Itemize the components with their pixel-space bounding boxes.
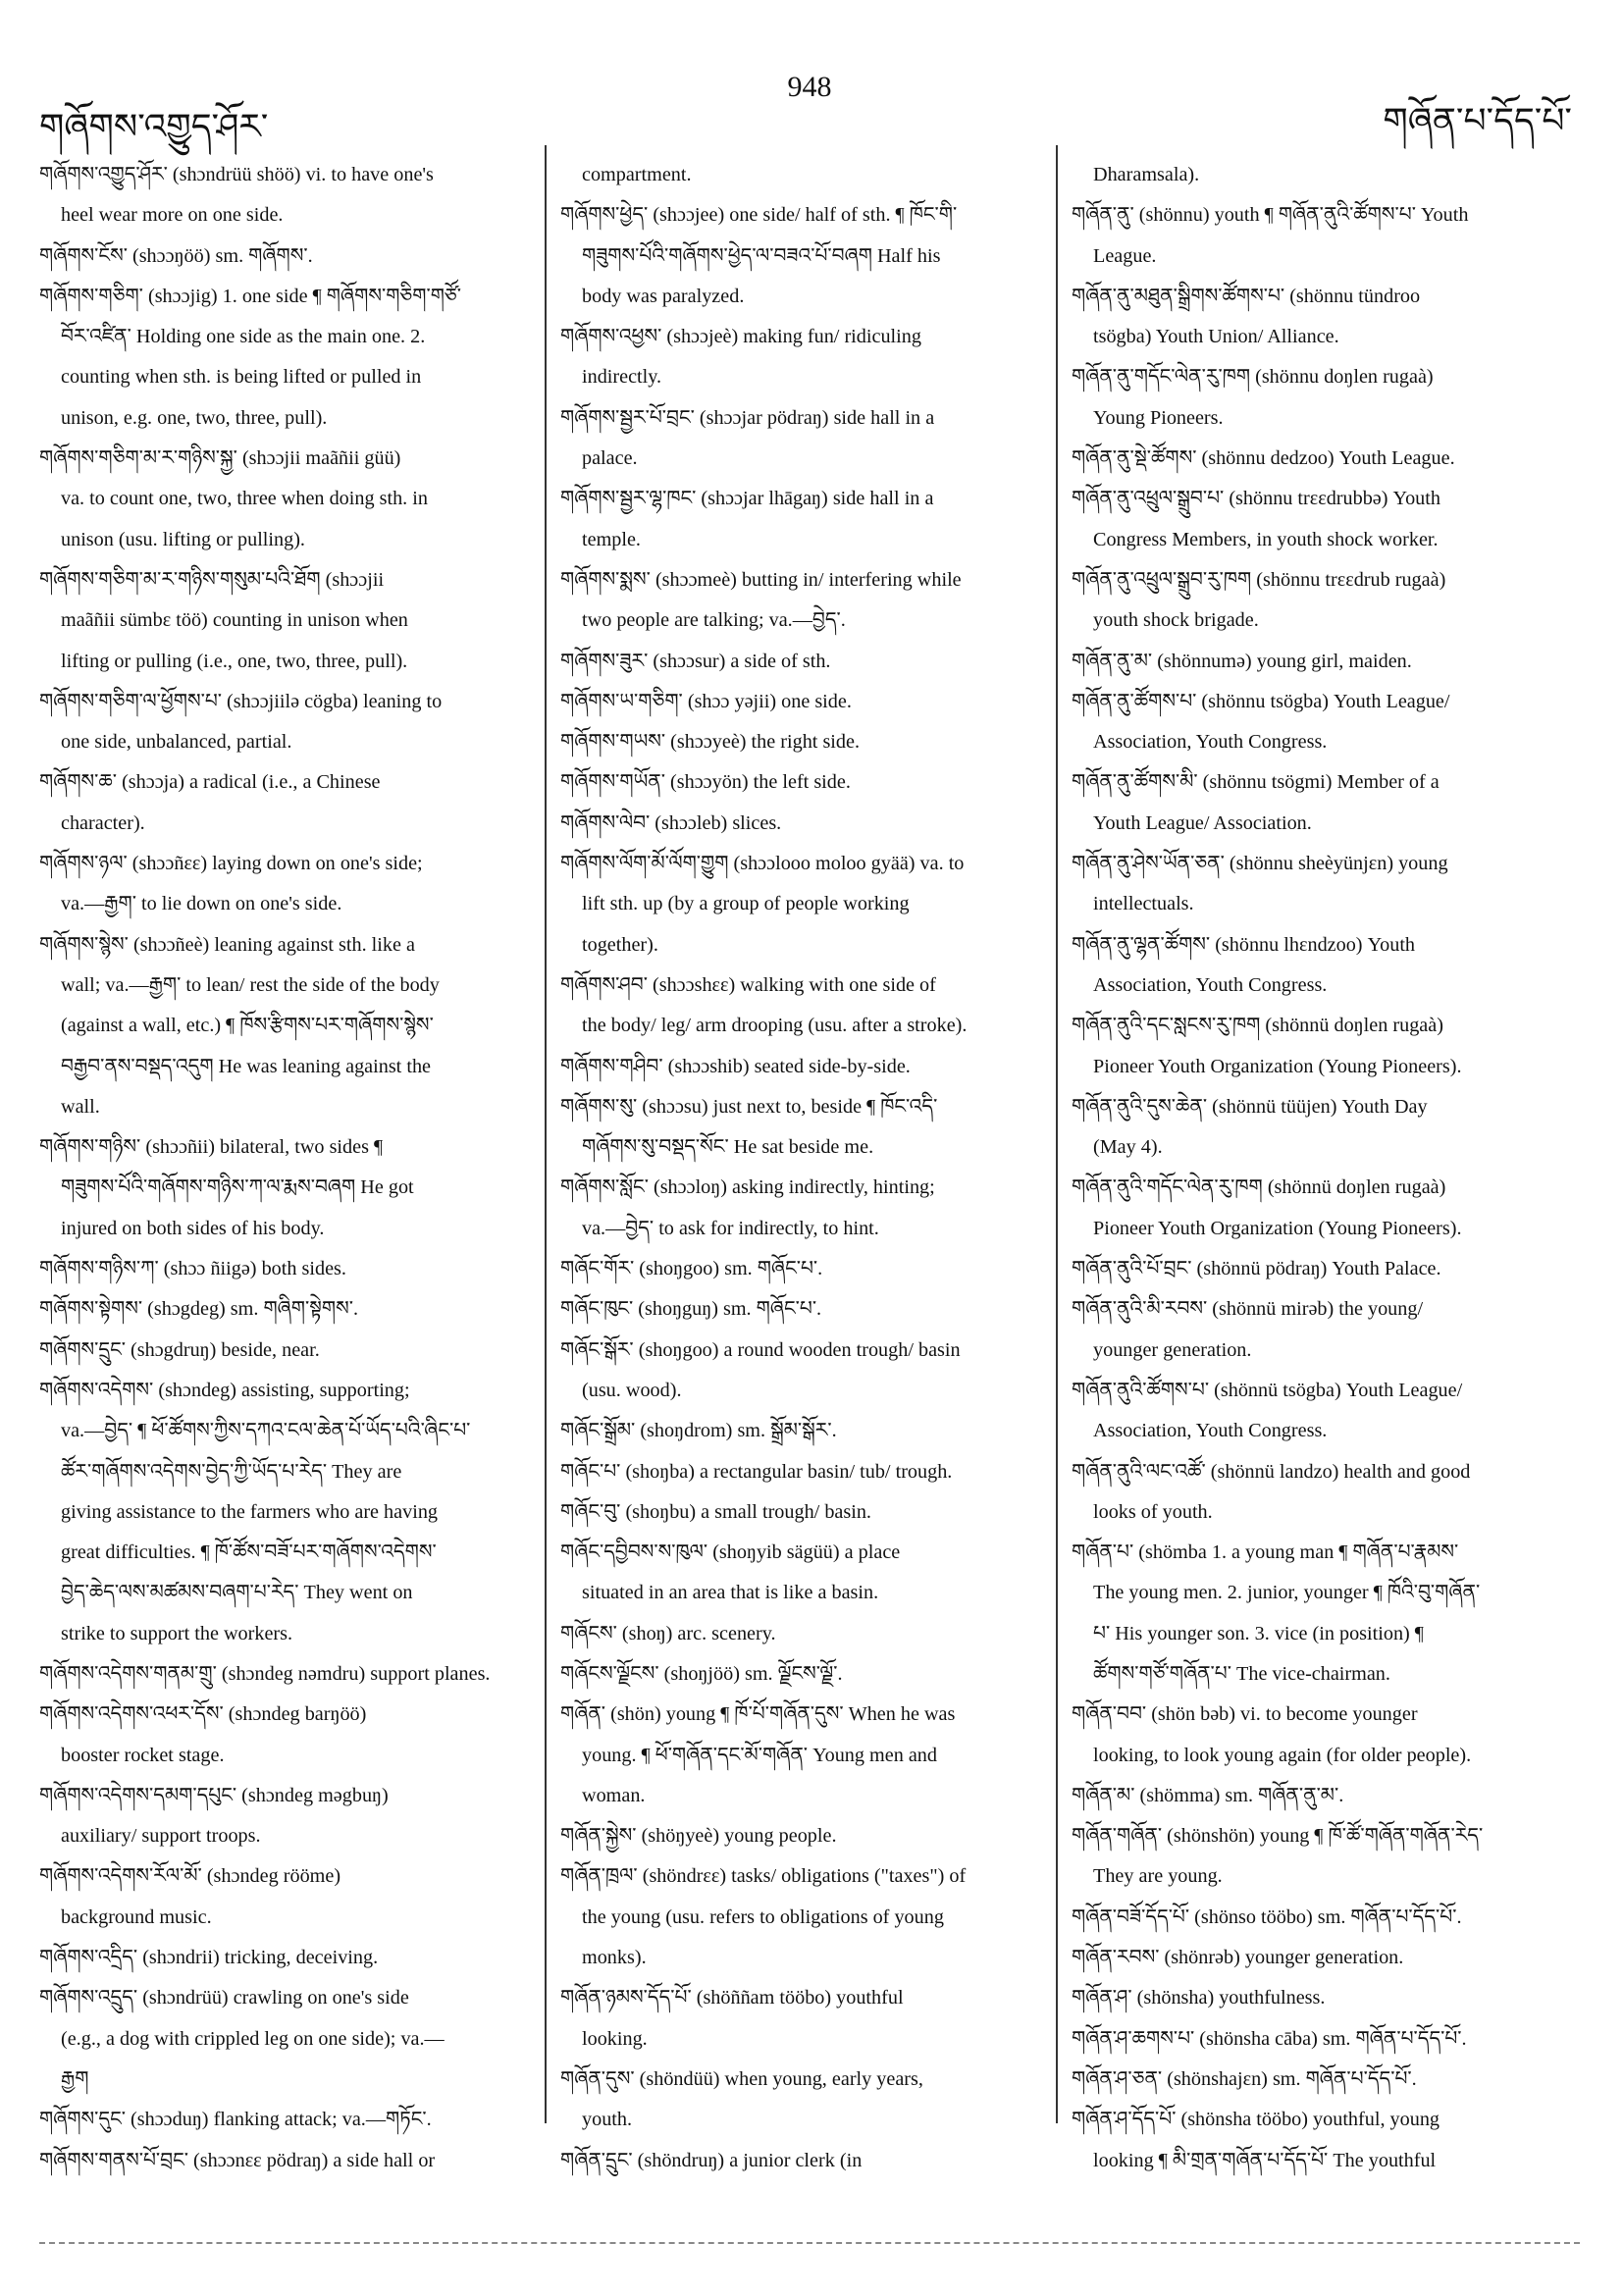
entry-headword-line: གཞོགས་འདྲུད་ (shɔndrüü) crawling on one's side <box>39 1987 409 2009</box>
entry-headword-line: གཞོགས་སྟེགས་ (shɔgdeg) sm. གཞིག་སྟེགས་. <box>39 1298 358 1321</box>
entry-headword-line: གཞོན་བབ་ (shön bəb) vi. to become younger <box>1072 1703 1418 1726</box>
entry-continuation-line: va.—བྱེད་ to ask for indirectly, to hint. <box>582 1217 879 1239</box>
entry-headword-line: གཞོན་ནུ་འཕྲུལ་སྒྲུབ་རུ་ཁག (shönnu trɛɛdrub rugaà) <box>1072 568 1446 591</box>
entry-headword-line: གཞོན་མ་ (shömma) sm. གཞོན་ནུ་མ་. <box>1072 1784 1344 1806</box>
entry-continuation-line: younger generation. <box>1093 1338 1252 1361</box>
entry-headword-line: གཞོན་ནུའི་དུས་ཆེན་ (shönnü tüüjen) Youth Day <box>1072 1095 1428 1118</box>
entry-headword-line: གཞོན་ནུ་མཐུན་སྒྲིགས་ཚོགས་པ་ (shönnu tündroo <box>1072 285 1421 307</box>
entry-continuation-line: Youth League/ Association. <box>1093 811 1312 834</box>
entry-headword-line: གཞོགས་ངོས་ (shɔɔŋöö) sm. གཞོགས་. <box>39 244 313 267</box>
entry-continuation-line: They are young. <box>1093 1865 1223 1888</box>
entry-continuation-line: རྒྱག <box>61 2067 89 2090</box>
entry-continuation-line: va.—བྱེད་ ¶ ཕོ་ཚོགས་ཀྱིས་དཀའ་ངལ་ཆེན་པོ་ཡོད་པའི་ཞིང་པ་ <box>61 1420 471 1442</box>
entry-headword-line: གཞོན་ནུའི་ཚོགས་པ་ (shönnü tsögba) Youth League/ <box>1072 1379 1463 1401</box>
entry-headword-line: གཞོགས་གཅིག་མ་ར་གཉིས་སྐྱ་ (shɔɔjii maãñii güü) <box>39 447 401 470</box>
entry-headword-line: གཞོགས་གཉིས་ཀ་ (shɔɔ ñiigə) both sides. <box>39 1258 346 1280</box>
entry-headword-line: གཞོགས་ཆ་ (shɔɔja) a radical (i.e., a Chinese <box>39 771 381 794</box>
entry-headword-line: གཞོན་ནུ་ལྷན་ཚོགས་ (shönnu lhɛndzoo) Youth <box>1072 933 1416 956</box>
entry-headword-line: གཞོན་ནུ་འཕྲུལ་སྒྲུབ་པ་ (shönnu trɛɛdrubbə) Youth <box>1072 488 1440 510</box>
entry-headword-line: གཞོན་ཤ་ཅན་ (shönshajɛn) sm. གཞོན་པ་དོད་པོ་. <box>1072 2067 1417 2090</box>
entry-continuation-line: young. ¶ ཕོ་གཞོན་དང་མོ་གཞོན་ Young men and <box>582 1744 937 1766</box>
entry-headword-line: གཞོགས་སུ་ (shɔɔsu) just next to, beside ¶ ཁོང་འདི་ <box>560 1095 938 1118</box>
entry-continuation-line: Dharamsala). <box>1093 164 1200 185</box>
entry-continuation-line: character). <box>61 811 145 834</box>
bottom-rule <box>39 2242 1580 2244</box>
entry-continuation-line: པ་ His younger son. 3. vice (in position) ¶ <box>1093 1622 1424 1644</box>
entry-continuation-line: wall. <box>61 1095 100 1118</box>
entry-headword-line: གཞོན་ཤ་ཆགས་པ་ (shönsha cāba) sm. གཞོན་པ་དོད་པོ་. <box>1072 2027 1467 2050</box>
entry-headword-line: གཞོན་དུས་ (shöndüü) when young, early years, <box>560 2067 923 2090</box>
entry-continuation-line: booster rocket stage. <box>61 1744 225 1766</box>
entry-continuation-line: (e.g., a dog with crippled leg on one side); va.— <box>61 2027 445 2050</box>
entry-continuation-line: The young men. 2. junior, younger ¶ ཁོའི་བུ་གཞོན་ <box>1093 1582 1481 1604</box>
entry-headword-line: གཞོན་ནུའི་དང་སླངས་རུ་ཁག (shönnü doŋlen rugaà) <box>1072 1015 1443 1037</box>
entry-continuation-line: Association, Youth Congress. <box>1093 731 1328 754</box>
entry-continuation-line: བརྒྱབ་ནས་བསྡད་འདུག He was leaning against the <box>61 1055 431 1077</box>
entry-headword-line: གཞོགས་སྦྱར་ལྷ་ཁང་ (shɔɔjar lhāgaŋ) side hall in a <box>560 488 934 510</box>
entry-continuation-line: the body/ leg/ arm drooping (usu. after a stroke). <box>582 1015 968 1037</box>
entry-headword-line: གཞོན་ནུ་ཚོགས་མི་ (shönnu tsögmi) Member of a <box>1072 771 1440 794</box>
entry-headword-line: གཞོགས་གཉིས་ (shɔɔñii) bilateral, two sides ¶ <box>39 1136 384 1159</box>
entry-headword-line: གཞོང་བུ་ (shoŋbu) a small trough/ basin. <box>560 1500 871 1523</box>
entry-headword-line: གཞོགས་སྙེས་ (shɔɔñeè) leaning against sth. like a <box>39 933 415 956</box>
entry-headword-line: གཞོགས་གཡས་ (shɔɔyeè) the right side. <box>560 731 861 754</box>
entry-continuation-line: situated in an area that is like a basin. <box>582 1582 879 1604</box>
entry-continuation-line: youth shock brigade. <box>1093 609 1259 632</box>
entry-continuation-line: League. <box>1093 244 1157 267</box>
entry-headword-line: གཞོགས་འདེགས་འཕར་དོས་ (shɔndeg barŋöö) <box>39 1703 367 1726</box>
entry-headword-line: གཞོགས་ཟུར་ (shɔɔsur) a side of sth. <box>560 650 831 672</box>
entry-continuation-line: giving assistance to the farmers who are having <box>61 1500 439 1523</box>
entry-headword-line: གཞོན་དྲུང་ (shöndruŋ) a junior clerk (in <box>560 2149 863 2171</box>
entry-continuation-line: unison, e.g. one, two, three, pull). <box>61 406 328 429</box>
entry-headword-line: གཞོགས་དྲུང་ (shɔgdruŋ) beside, near. <box>39 1338 320 1361</box>
entry-continuation-line: indirectly. <box>582 366 662 389</box>
entry-headword-line: གཞོན་ཤ་ (shönsha) youthfulness. <box>1072 1987 1326 2009</box>
entry-headword-line: གཞོགས་སྨས་ (shɔɔmeè) butting in/ interfering while <box>560 568 962 591</box>
entry-continuation-line: monks). <box>582 1947 647 1969</box>
entry-continuation-line: body was paralyzed. <box>582 285 745 307</box>
entry-headword-line: གཞོན་གཞོན་ (shönshön) young ¶ ཁོ་ཚོ་གཞོན་གཞོན་རེད་ <box>1072 1825 1484 1848</box>
entry-continuation-line: Congress Members, in youth shock worker. <box>1093 528 1439 550</box>
entry-headword-line: གཞོན་ནུ་མ་ (shönnumə) young girl, maiden. <box>1072 650 1412 672</box>
entry-headword-line: གཞོན་པ་ (shömba 1. a young man ¶ གཞོན་པ་རྣམས་ <box>1072 1541 1459 1564</box>
entry-headword-line: གཞོངས་ལྗོངས་ (shoŋjöö) sm. ལྗོངས་ལྗོ་. <box>560 1662 843 1685</box>
entry-continuation-line: གཟུགས་པོའི་གཞོགས་ཕྱེད་ལ་བཟའ་པོ་བཞག Half his <box>582 244 941 267</box>
entry-continuation-line: strike to support the workers. <box>61 1622 293 1644</box>
column-3 <box>1072 155 1556 2181</box>
entry-headword-line: གཞོན་ཁྲལ་ (shöndrɛɛ) tasks/ obligations ("taxes") of <box>560 1865 967 1888</box>
entry-headword-line: གཞོགས་ཡ་གཅིག་ (shɔɔ yəjii) one side. <box>560 690 852 712</box>
entry-continuation-line: youth. <box>582 2109 633 2131</box>
entry-headword-line: གཞོངས་ (shoŋ) arc. scenery. <box>560 1622 776 1644</box>
entry-continuation-line: Association, Youth Congress. <box>1093 973 1328 996</box>
entry-headword-line: གཞོགས་ཤབ་ (shɔɔshɛɛ) walking with one side of <box>560 973 936 996</box>
entry-headword-line: གཞོང་སྒོར་ (shoŋgoo) a round wooden trough/ basin <box>560 1338 961 1361</box>
entry-headword-line: གཞོགས་འགྱུད་ཤོར་ (shɔndrüü shöö) vi. to have one's <box>39 164 434 185</box>
entry-headword-line: གཞོན་ནུའི་གདོང་ལེན་རུ་ཁག (shönnü doŋlen rugaà) <box>1072 1176 1446 1199</box>
entry-continuation-line: གཞོགས་སུ་བསྡད་སོང་ He sat beside me. <box>582 1136 874 1159</box>
entry-continuation-line: injured on both sides of his body. <box>61 1217 325 1239</box>
entry-headword-line: གཞོགས་ལེབ་ (shɔɔleb) slices. <box>560 811 782 834</box>
entry-headword-line: གཞོགས་འཕྱས་ (shɔɔjeè) making fun/ ridiculing <box>560 326 921 348</box>
entry-headword-line: གཞོགས་གཤིབ་ (shɔɔshib) seated side-by-side. <box>560 1055 911 1077</box>
entry-continuation-line: counting when sth. is being lifted or pulled in <box>61 366 422 389</box>
entry-headword-line: གཞོང་པ་ (shoŋba) a rectangular basin/ tub/ trough. <box>560 1460 953 1483</box>
entry-continuation-line: the young (usu. refers to obligations of young <box>582 1905 944 1928</box>
entry-headword-line: གཞོགས་འདེགས་གནམ་གྲུ་ (shɔndeg nəmdru) support planes. <box>39 1662 491 1685</box>
entry-headword-line: གཞོང་དབྱིབས་ས་ཁུལ་ (shoŋyib sägüü) a place <box>560 1541 901 1564</box>
entry-continuation-line: བྱེད་ཆེད་ལས་མཚམས་བཞག་པ་རེད་ They went on <box>61 1582 413 1604</box>
entry-headword-line: གཞོགས་སློང་ (shɔɔloŋ) asking indirectly, hinting; <box>560 1176 935 1199</box>
column-2 <box>560 155 1045 2181</box>
entry-continuation-line: temple. <box>582 528 641 550</box>
entry-continuation-line: Pioneer Youth Organization (Young Pioneers). <box>1093 1055 1462 1077</box>
entry-headword-line: གཞོགས་ཕྱེད་ (shɔɔjee) one side/ half of sth. ¶ ཁོང་གི་ <box>560 204 958 227</box>
column-divider <box>1056 145 1058 2123</box>
running-head-right: གཞོན་པ་དོད་པོ་ <box>1383 101 1572 140</box>
entry-continuation-line: one side, unbalanced, partial. <box>61 731 292 754</box>
entry-continuation-line: (against a wall, etc.) ¶ ཁོས་རྩིགས་པར་གཞོགས་སྙེས་ <box>61 1015 434 1037</box>
entry-continuation-line: va. to count one, two, three when doing sth. in <box>61 488 428 510</box>
entry-headword-line: གཞོགས་དུང་ (shɔɔduŋ) flanking attack; va.—གཏོང་. <box>39 2109 432 2131</box>
entry-continuation-line: intellectuals. <box>1093 893 1194 915</box>
entry-headword-line: གཞོགས་གཅིག་ (shɔɔjig) 1. one side ¶ གཞོགས་གཅིག་གཙོ་ <box>39 285 462 307</box>
entry-headword-line: གཞོན་ནུའི་མི་རབས་ (shönnü mirəb) the young/ <box>1072 1298 1424 1321</box>
entry-headword-line: གཞོན་ཤ་དོད་པོ་ (shönsha tööbo) youthful, young <box>1072 2109 1440 2131</box>
entry-headword-line: གཞོགས་གཡོན་ (shɔɔyön) the left side. <box>560 771 851 794</box>
entry-headword-line: གཞོགས་གཅིག་མ་ར་གཉིས་གསུམ་པའི་ཐོག (shɔɔjii <box>39 568 385 591</box>
entry-continuation-line: looking ¶ མི་གྲན་གཞོན་པ་དོད་པོ་ The youthful <box>1093 2149 1437 2171</box>
entry-continuation-line: lifting or pulling (i.e., one, two, three, pull). <box>61 650 408 672</box>
entry-continuation-line: compartment. <box>582 164 692 185</box>
entry-headword-line: གཞོན་རབས་ (shönrəb) younger generation. <box>1072 1947 1404 1969</box>
entry-headword-line: གཞོགས་ལོག་མོ་ལོག་གྱུག (shɔɔlooo moloo gyää) va. to <box>560 853 965 875</box>
entry-continuation-line: two people are talking; va.—བྱེད་. <box>582 609 846 632</box>
entry-continuation-line: གཟུགས་པོའི་གཞོགས་གཉིས་ཀ་ལ་རྨས་བཞག He got <box>61 1176 414 1199</box>
entry-continuation-line: (usu. wood). <box>582 1379 682 1401</box>
entry-continuation-line: ཚོར་གཞོགས་འདེགས་བྱེད་ཀྱི་ཡོད་པ་རེད་ They are <box>61 1460 402 1483</box>
running-head-left: གཞོགས་འགྱུད་ཤོར་ <box>39 107 269 146</box>
entry-continuation-line: looking. <box>582 2027 648 2050</box>
entry-headword-line: གཞོགས་གཅིག་ལ་ཕྱོགས་པ་ (shɔɔjiilə cögba) leaning to <box>39 690 443 712</box>
entry-continuation-line: looks of youth. <box>1093 1500 1213 1523</box>
entry-headword-line: གཞོན་བཟོ་དོད་པོ་ (shönso tööbo) sm. གཞོན་པ་དོད་པོ་. <box>1072 1905 1462 1928</box>
entry-continuation-line: Pioneer Youth Organization (Young Pioneers). <box>1093 1217 1462 1239</box>
entry-headword-line: གཞོན་ (shön) young ¶ ཁོ་པོ་གཞོན་དུས་ When he was <box>560 1703 956 1726</box>
entry-continuation-line: wall; va.—རྒྱག་ to lean/ rest the side of the body <box>61 973 440 996</box>
entry-headword-line: གཞོགས་གནས་པོ་བྲང་ (shɔɔnɛɛ pödraŋ) a side hall or <box>39 2149 436 2171</box>
entry-headword-line: གཞོང་ཁུང་ (shoŋguŋ) sm. གཞོང་པ་. <box>560 1298 822 1321</box>
entry-headword-line: གཞོན་ནུའི་པོ་བྲང་ (shönnü pödraŋ) Youth Palace. <box>1072 1258 1441 1280</box>
entry-headword-line: གཞོན་ཉམས་དོད་པོ་ (shöññam tööbo) youthful <box>560 1987 904 2009</box>
column-divider <box>545 145 547 2123</box>
column-1 <box>39 155 524 2181</box>
entry-continuation-line: lift sth. up (by a group of people working <box>582 893 910 915</box>
entry-continuation-line: background music. <box>61 1905 212 1928</box>
entry-continuation-line: maãñii sümbɛ töö) counting in unison when <box>61 609 408 632</box>
entry-continuation-line: together). <box>582 933 658 956</box>
entry-continuation-line: Young Pioneers. <box>1093 406 1224 429</box>
entry-headword-line: གཞོགས་འདྲིད་ (shɔndrii) tricking, deceiving. <box>39 1947 379 1969</box>
entry-continuation-line: heel wear more on one side. <box>61 204 284 227</box>
entry-headword-line: གཞོགས་འདེགས་རོལ་མོ་ (shɔndeg rööme) <box>39 1865 341 1888</box>
entry-continuation-line: great difficulties. ¶ ཁོ་ཚོས་བཟོ་པར་གཞོགས་འདེགས་ <box>61 1541 437 1564</box>
entry-headword-line: གཞོན་ནུ་ཚོགས་པ་ (shönnu tsögba) Youth League/ <box>1072 690 1450 712</box>
page-number: 948 <box>787 71 832 103</box>
entry-headword-line: གཞོང་གོར་ (shoŋgoo) sm. གཞོང་པ་. <box>560 1258 823 1280</box>
entry-continuation-line: Association, Youth Congress. <box>1093 1420 1328 1442</box>
entry-continuation-line: བོར་འཛིན་ Holding one side as the main one. 2. <box>61 326 426 348</box>
entry-headword-line: གཞོང་སྒྲོམ་ (shoŋdrom) sm. སྒྲོམ་སྒོར་. <box>560 1420 837 1442</box>
entry-continuation-line: ཚོགས་གཙོ་གཞོན་པ་ The vice-chairman. <box>1093 1662 1390 1685</box>
entry-headword-line: གཞོགས་སྦྱར་པོ་བྲང་ (shɔɔjar pödraŋ) side hall in a <box>560 406 935 429</box>
entry-headword-line: གཞོགས་འདེགས་དམག་དཔུང་ (shɔndeg məgbuŋ) <box>39 1784 389 1806</box>
entry-continuation-line: palace. <box>582 447 638 470</box>
entry-continuation-line: va.—རྒྱག་ to lie down on one's side. <box>61 893 342 915</box>
entry-continuation-line: auxiliary/ support troops. <box>61 1825 261 1848</box>
entry-continuation-line: woman. <box>582 1784 646 1806</box>
entry-continuation-line: looking, to look young again (for older people). <box>1093 1744 1472 1766</box>
entry-headword-line: གཞོན་སྐྱེས་ (shöŋyeè) young people. <box>560 1825 837 1848</box>
entry-headword-line: གཞོན་ནུ་གདོང་ལེན་རུ་ཁག (shönnu doŋlen rugaà) <box>1072 366 1434 389</box>
entry-headword-line: གཞོན་ནུ་སྡེ་ཚོགས་ (shönnu dedzoo) Youth League. <box>1072 447 1455 470</box>
entry-continuation-line: tsögba) Youth Union/ Alliance. <box>1093 326 1339 348</box>
entry-continuation-line: unison (usu. lifting or pulling). <box>61 528 305 550</box>
entry-headword-line: གཞོན་ནུའི་ལང་འཚོ་ (shönnü landzo) health and good <box>1072 1460 1471 1483</box>
entry-headword-line: གཞོན་ནུ་ཤེས་ཡོན་ཅན་ (shönnu sheèyünjɛn) young <box>1072 853 1448 875</box>
entry-headword-line: གཞོན་ནུ་ (shönnu) youth ¶ གཞོན་ནུའི་ཚོགས་པ་ Youth <box>1072 204 1469 227</box>
entry-headword-line: གཞོགས་འདེགས་ (shɔndeg) assisting, supporting; <box>39 1379 410 1401</box>
entry-continuation-line: (May 4). <box>1093 1136 1163 1159</box>
entry-headword-line: གཞོགས་ཉལ་ (shɔɔñɛɛ) laying down on one's side; <box>39 853 423 875</box>
